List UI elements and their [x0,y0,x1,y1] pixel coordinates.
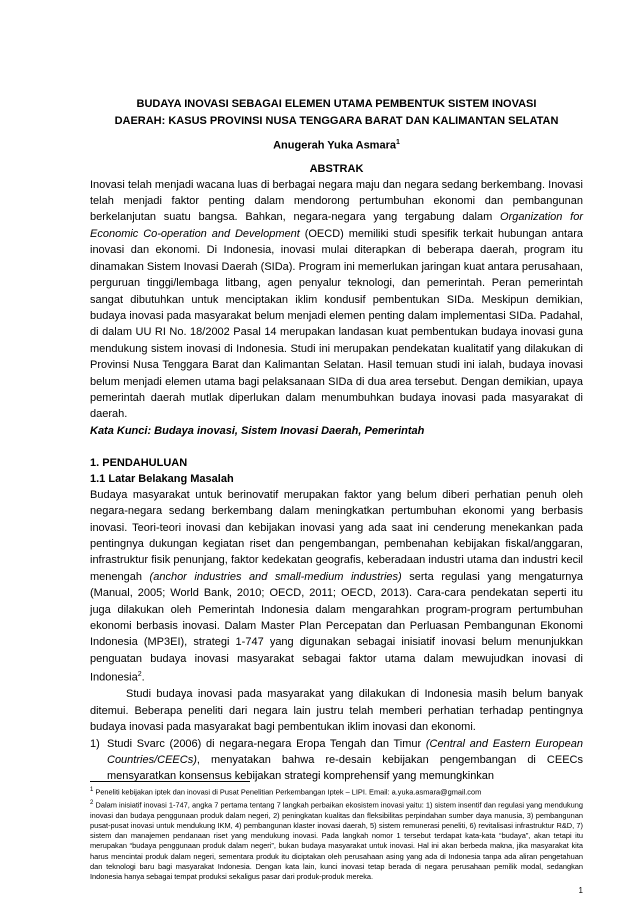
abstract-text-part-2: (OECD) memiliki studi spesifik terkait hubungan antara inovasi dan ekonomi. Di Indonesia, inovasi mulai diterapkan di beberapa daerah, program itu dinamakan Sistem Inovasi Daerah (SIDa). Program ini memerlukan jaringan kuat antara perusahaan, perguruan tinggi/lembaga litbang, agen penyalur teknologi, dan pemerintah. Peran pemerintah sangat dibutuhkan untuk menciptakan iklim kondusif pembentukan SIDa. Meskipun demikian, budaya inovasi pada masyarakat belum menjadi elemen penting dalam implementasi SIDa. Padahal, di dalam UU RI No. 18/2002 Pasal 14 merupakan landasan kuat pembentukan budaya inovasi guna mendukung sistem inovasi di Indonesia. Studi ini merupakan pendekatan kualitatif yang dilakukan di Provinsi Nusa Tenggara Barat dan Kalimantan Selatan. Hasil temuan studi ini ialah, budaya inovasi belum menjadi elemen utama bagi pelaksanaan SIDa di dua area tersebut. Dengan demikian, upaya pemerintah daerah mutlak diperlukan dalam menumbuhkan budaya inovasi pada masyarakat di daerah. [90,227,583,421]
abstract-text-part-1: Inovasi telah menjadi wacana luas di berbagai negara maju dan negara sedang berkembang. Inovasi telah menjadi faktor penting dalam mendorong pertumbuhan ekonomi dan pembangunan berkelanjutan suatu bangsa. Bahkan, negara-negara yang tergabung dalam [90,178,583,224]
intro-paragraph-1 [90,487,583,687]
footnote-1-text: Peneliti kebijakan iptek dan inovasi di Pusat Penelitian Perkembangan Iptek – LIPI. Email: a.yuka.asmara@gmail.com [93,787,482,797]
footnote-divider [90,781,250,782]
list-number: 1) [90,737,100,750]
intro-p1-part-a: Budaya masyarakat untuk berinovatif merupakan faktor yang belum diberi perhatian penuh oleh negara-negara sedang berkembang dalam meningkatkan pertumbuhan ekonomi yang berbasis inovasi. Teori-teori inovasi dan kebijakan inovasi yang ada saat ini cenderung menekankan pada pentingnya dukungan kegiatan riset dan pengembangan, pembenahan kebijakan fiskal/anggaran, infrastruktur fisik penunjang, faktor kedekatan geografis, keberadaan industri utama dan industri kecil menengah [90,488,583,583]
footnote-1 [90,785,583,798]
footnote-2 [90,798,583,883]
title-line-2: DAERAH: KASUS PROVINSI NUSA TENGGARA BARAT DAN KALIMANTAN SELATAN [114,115,559,127]
abstract-oecd-name: Organization for Economic Co-operation and Development [90,211,584,240]
page-number: 1 [578,886,583,895]
intro-p1-part-b: serta regulasi yang mengaturnya (Manual, 2005; World Bank, 2010; OECD, 2011; OECD, 2013). Cara-cara pendekatan seperti itu juga dilakukan oleh Pemerintah Indonesia dalam mengarahkan program-program pertumbuhan ekonomi berbasis inovasi. Dalam Master Plan Percepatan dan Perluasan Pembangunan Ekonomi Indonesia (MP3EI), strategi 1-747 yang digunakan sebagai inisiatif inovasi belum menunjukkan penguatan budaya inovasi masyarakat sebagai faktor utama dalam mewujudkan inovasi di Indonesia [90,570,583,684]
keywords: Kata Kunci: Budaya inovasi, Sistem Inovasi Daerah, Pemerintah [90,424,425,437]
author [90,134,583,155]
author-footnote-mark: 1 [395,139,400,146]
author-name: Anugerah Yuka Asmara [273,139,396,152]
intro-p1-italic: (anchor industries and small-medium industries) [149,570,402,583]
abstract-text [90,177,583,423]
title-line-1: BUDAYA INOVASI SEBAGAI ELEMEN UTAMA PEMBENTUK SISTEM INOVASI [136,98,537,110]
list-text-italic: (Central and Eastern European Countries/CEECs) [107,737,583,766]
list-item [90,736,583,785]
footnote-2-mark: 2 [90,799,94,806]
subsection-heading: 1.1 Latar Belakang Masalah [90,472,234,485]
paper-title [90,96,583,130]
abstract-heading: ABSTRAK [309,162,364,175]
section-heading: 1. PENDAHULUAN [90,456,188,469]
footnote-ref-2: 2 [137,671,142,679]
footnote-1-mark: 1 [90,787,94,793]
footnote-2-text: Dalam inisiatif inovasi 1-747, angka 7 pertama tentang 7 langkah perbaikan ekosistem inovasi yaitu: 1) sistem insentif dan regulasi yang mendukung inovasi dan budaya penggunaan produk dalam negeri, 2) peningkatan kualitas dan fleksibilitas perpindahan sumber daya manusia, 3) pembangunan pusat-pusat inovasi untuk mendukung IKM, 4) pembangunan klaster inovasi daerah, 5) sistem remunerasi peneliti, 6) revitalisasi infrastruktur R&D, 7) sistem dan manajemen pendanaan riset yang mendukung inovasi. Pada langkah nomor 1 tersebut terdapat kata-kata “budaya”, akan tetapi itu merupakan “budaya penggunaan produk dalam negeri”, bukan budaya masyarakat untuk inovasi. Hal ini akan berbeda makna, jika masyarakat kita harus mencintai produk dalam negeri, sementara produk itu diciptakan oleh perusahaan asing yang ada di Indonesia tanpa ada aliran pengetahuan dan teknologi baru bagi masyarakat Indonesia. Dengan kata lain, kunci inovasi tetap berada di negara perusahaan pemilik modal, sedangkan Indonesia hanya sebagai tempat produksi sekaligus pasar dari produk-produk mereka. [90,800,583,882]
footnotes [90,785,583,883]
main-content [90,96,583,785]
list-text-b: , menyatakan bahwa re-desain kebijakan pengembangan di CEECs mensyaratkan konsensus kebijakan strategi komprehensif yang memungkinkan [107,753,583,783]
intro-paragraph-2: Studi budaya inovasi pada masyarakat yang dilakukan di Indonesia masih belum banyak ditemui. Beberapa peneliti dari negara lain justru telah memberi perhatian terhadap pentingnya budaya inovasi pada masyarakat bagi pembentukan iklim inovasi dan ekonomi. [90,688,583,734]
intro-p1-end: . [141,671,145,684]
list-text-a: Studi Svarc (2006) di negara-negara Eropa Tengah dan Timur [107,737,426,750]
